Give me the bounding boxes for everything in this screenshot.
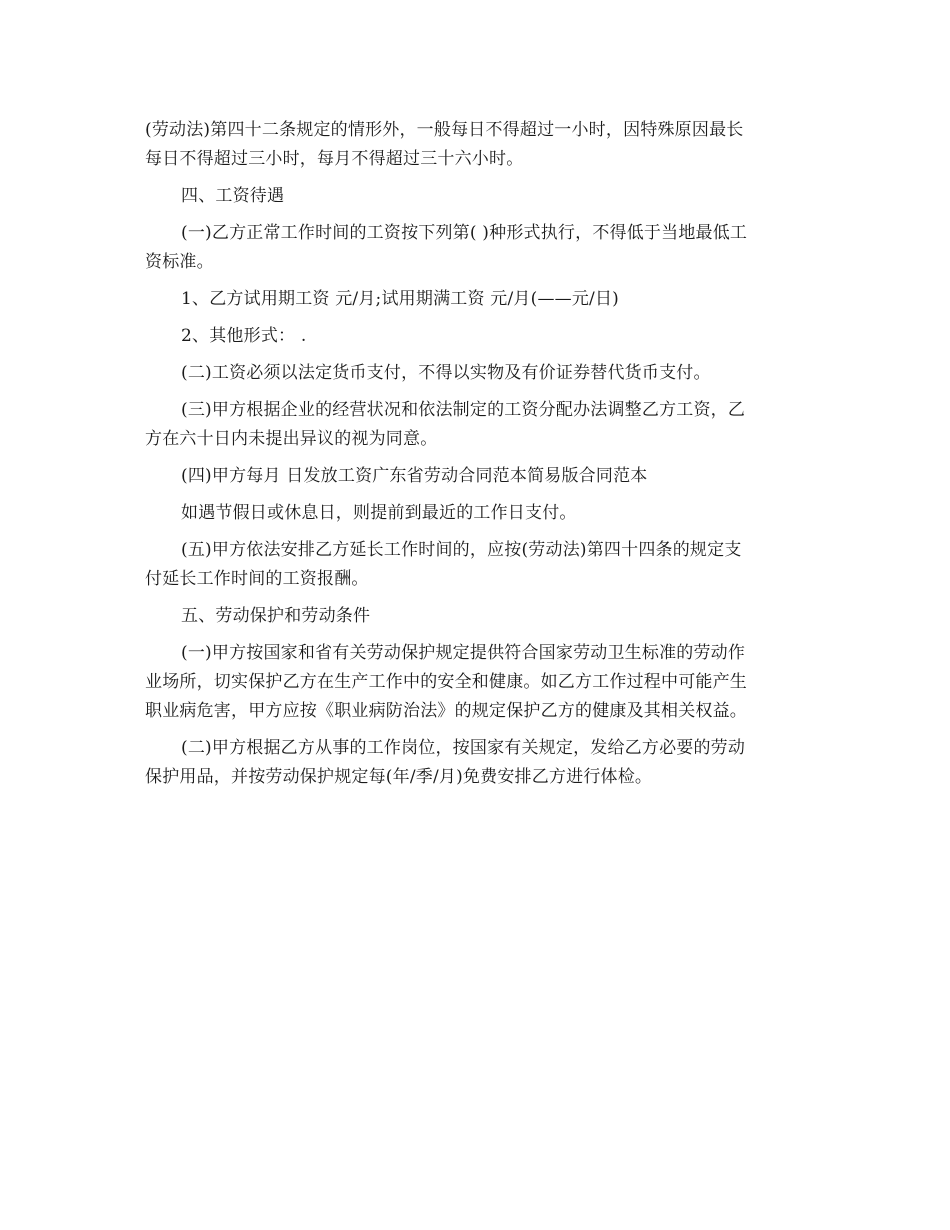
paragraph-probation-wage xyxy=(145,285,810,314)
paragraph-overtime-limit xyxy=(145,116,810,174)
text-line: 保护用品，并按劳动保护规定每(年/季/月)免费安排乙方进行体检。 xyxy=(145,767,653,787)
text-line: 资标准。 xyxy=(145,252,214,272)
text-line: (二)工资必须以法定货币支付，不得以实物及有价证券替代货币支付。 xyxy=(181,363,711,383)
paragraph-holiday-payment xyxy=(145,499,810,528)
text-line: 业场所，切实保护乙方在生产工作中的安全和健康。如乙方工作过程中可能产生 xyxy=(145,672,747,692)
text-line: 2、其他形式： . xyxy=(181,326,307,346)
text-line: (四)甲方每月 日发放工资广东省劳动合同范本简易版合同范本 xyxy=(181,466,648,486)
section-heading-labor-protection xyxy=(145,602,810,631)
paragraph-pay-day xyxy=(145,462,810,491)
text-line: 方在六十日内未提出异议的视为同意。 xyxy=(145,429,438,449)
text-line: 1、乙方试用期工资 元/月;试用期满工资 元/月(——元/日) xyxy=(181,289,619,309)
text-line: (劳动法)第四十二条规定的情形外，一般每日不得超过一小时，因特殊原因最长 xyxy=(145,120,744,140)
section-heading-wages xyxy=(145,182,810,211)
paragraph-other-forms xyxy=(145,322,810,351)
text-line: (三)甲方根据企业的经营状况和依法制定的工资分配办法调整乙方工资，乙 xyxy=(181,400,746,420)
paragraph-overtime-pay xyxy=(145,536,810,594)
paragraph-legal-currency xyxy=(145,359,810,388)
paragraph-workplace-safety xyxy=(145,639,810,726)
text-line: 四、工资待遇 xyxy=(181,186,285,206)
text-line: 每日不得超过三小时，每月不得超过三十六小时。 xyxy=(145,149,524,169)
text-line: 五、劳动保护和劳动条件 xyxy=(181,606,371,626)
paragraph-wage-adjustment xyxy=(145,396,810,454)
text-line: 付延长工作时间的工资报酬。 xyxy=(145,569,369,589)
text-line: (五)甲方依法安排乙方延长工作时间的，应按(劳动法)第四十四条的规定支 xyxy=(181,540,742,560)
text-line: (二)甲方根据乙方从事的工作岗位，按国家有关规定，发给乙方必要的劳动 xyxy=(181,738,746,758)
paragraph-wage-form xyxy=(145,219,810,277)
text-line: 职业病危害，甲方应按《职业病防治法》的规定保护乙方的健康及其相关权益。 xyxy=(145,701,747,721)
document-body xyxy=(145,116,810,800)
paragraph-protective-equipment xyxy=(145,734,810,792)
text-line: 如遇节假日或休息日，则提前到最近的工作日支付。 xyxy=(181,503,577,523)
text-line: (一)甲方按国家和省有关劳动保护规定提供符合国家劳动卫生标准的劳动作 xyxy=(181,643,746,663)
text-line: (一)乙方正常工作时间的工资按下列第( )种形式执行，不得低于当地最低工 xyxy=(181,223,748,243)
